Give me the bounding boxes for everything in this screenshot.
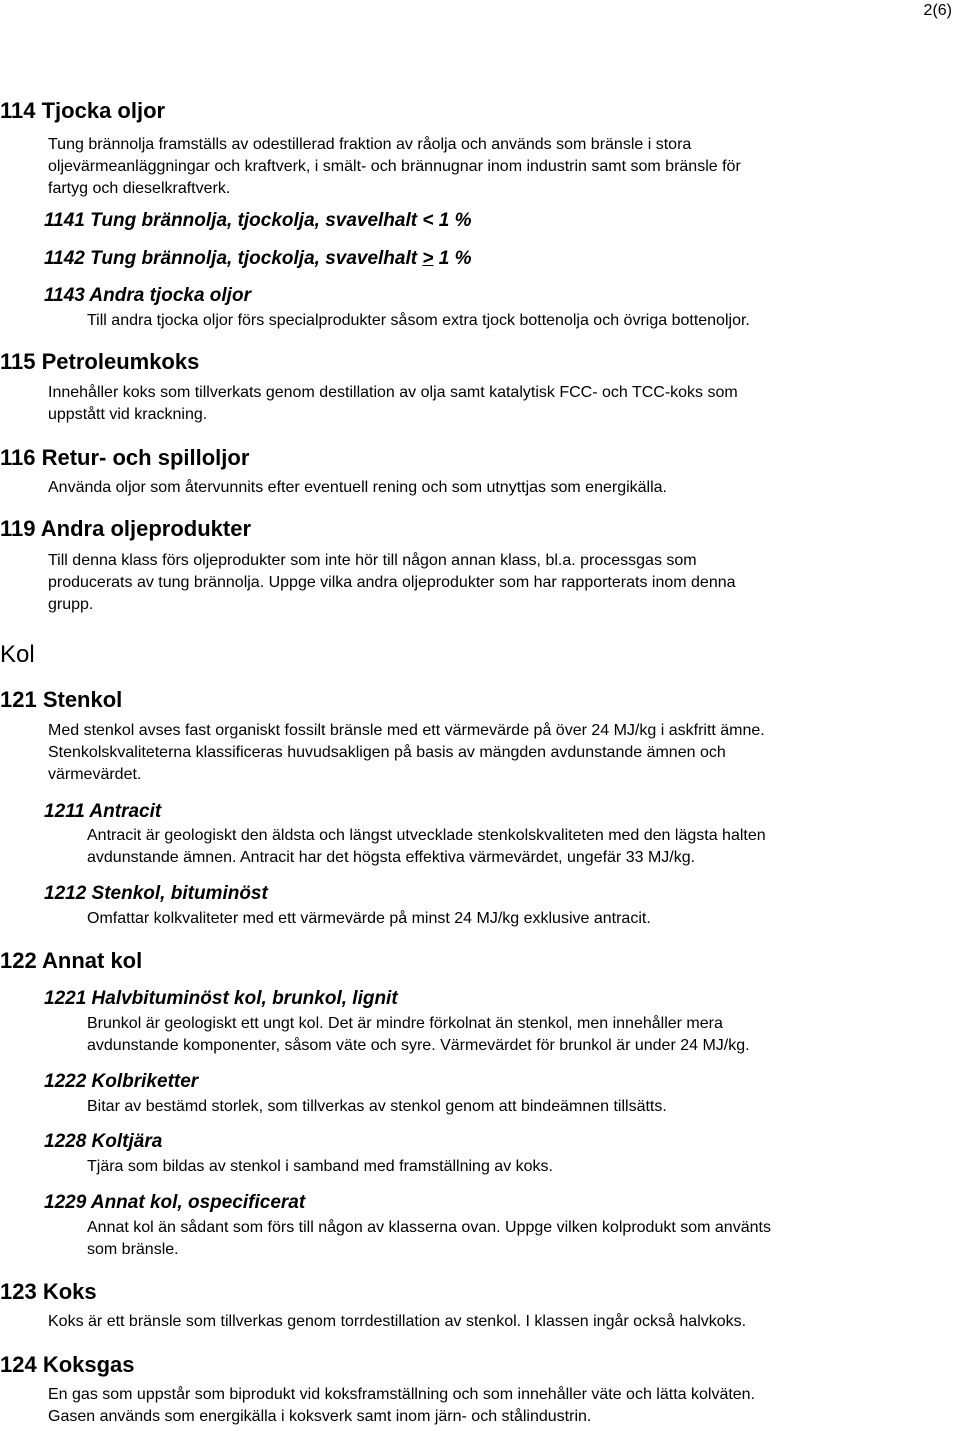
heading-1221: 1221 Halvbituminöst kol, brunkol, lignit [44, 988, 398, 1009]
heading-1142-suffix: 1 % [433, 248, 472, 269]
text-line: Använda oljor som återvunnits efter eventuell rening och som utnyttjas som energikälla. [48, 479, 667, 496]
text-line: värmevärdet. [48, 766, 142, 783]
heading-1222: 1222 Kolbriketter [44, 1071, 199, 1092]
text-line: En gas som uppstår som biprodukt vid koksframställning och som innehåller väte och lätta kolväten. [48, 1386, 756, 1403]
text-line: Stenkolskvaliteterna klassificeras huvudsakligen på basis av mängden avdunstande ämnen och [48, 744, 726, 761]
heading-1211: 1211 Antracit [44, 801, 162, 822]
text-line: Till denna klass förs oljeprodukter som inte hör till någon annan klass, bl.a. processgas som [48, 552, 697, 569]
heading-1141: 1141 Tung brännolja, tjockolja, svavelhalt < 1 % [44, 210, 472, 231]
text-1211 [87, 825, 766, 869]
text-line: avdunstande komponenter, såsom väte och syre. Värmevärdet för brunkol är under 24 MJ/kg. [87, 1037, 750, 1054]
text-line: Tjära som bildas av stenkol i samband med framställning av koks. [87, 1158, 553, 1175]
text-line: Antracit är geologiskt den äldsta och längst utvecklade stenkolskvaliteten med den lägsta halten [87, 827, 766, 844]
text-116 [48, 477, 667, 499]
text-line: som bränsle. [87, 1241, 179, 1258]
text-line: fartyg och dieselkraftverk. [48, 180, 231, 197]
text-line: Omfattar kolkvaliteter med ett värmevärde på minst 24 MJ/kg exklusive antracit. [87, 910, 651, 927]
heading-kol: Kol [0, 641, 35, 668]
text-123 [48, 1311, 746, 1333]
heading-114: 114 Tjocka oljor [0, 98, 166, 123]
heading-116: 116 Retur- och spilloljor [0, 445, 250, 470]
heading-1229: 1229 Annat kol, ospecificerat [44, 1192, 306, 1213]
heading-119: 119 Andra oljeprodukter [0, 516, 252, 541]
text-119 [48, 550, 736, 616]
heading-121: 121 Stenkol [0, 687, 123, 712]
text-line: Med stenkol avses fast organiskt fossilt bränsle med ett värmevärde på över 24 MJ/kg i askfritt ämne. [48, 722, 765, 739]
text-line: Bitar av bestämd storlek, som tillverkas av stenkol genom att bindeämnen tillsätts. [87, 1098, 667, 1115]
text-124 [48, 1384, 755, 1428]
heading-1142 [44, 248, 472, 270]
text-line: Tung brännolja framställs av odestillerad fraktion av råolja och används som bränsle i stora [48, 136, 692, 153]
text-1212 [87, 908, 651, 930]
heading-124: 124 Koksgas [0, 1352, 135, 1377]
heading-115: 115 Petroleumkoks [0, 349, 200, 374]
text-line: Innehåller koks som tillverkats genom destillation av olja samt katalytisk FCC- och TCC-koks som [48, 384, 738, 401]
text-line: Brunkol är geologiskt ett ungt kol. Det är mindre förkolnat än stenkol, men innehåller mera [87, 1015, 723, 1032]
heading-1143: 1143 Andra tjocka oljor [44, 285, 251, 306]
greater-than-symbol: > [422, 248, 434, 269]
text-114 [48, 134, 741, 200]
text-line: oljevärmeanläggningar och kraftverk, i smält- och brännugnar inom industrin samt som bränsle för [48, 158, 741, 175]
text-line: Annat kol än sådant som förs till någon av klasserna ovan. Uppge vilken kolprodukt som använts [87, 1219, 771, 1236]
text-121 [48, 720, 765, 786]
text-line: avdunstande ämnen. Antracit har det högsta effektiva värmevärdet, ungefär 33 MJ/kg. [87, 849, 696, 866]
text-line: producerats av tung brännolja. Uppge vilka andra oljeprodukter som har rapporterats inom denna [48, 574, 736, 591]
text-line: grupp. [48, 596, 94, 613]
text-115 [48, 382, 738, 426]
heading-1212: 1212 Stenkol, bituminöst [44, 883, 268, 904]
heading-122: 122 Annat kol [0, 948, 143, 973]
page-number: 2(6) [923, 2, 952, 19]
text-1143: Till andra tjocka oljor förs specialprodukter såsom extra tjock bottenolja och övriga bottenoljor. [87, 312, 750, 329]
text-line: uppstått vid krackning. [48, 406, 208, 423]
text-line: Gasen används som energikälla i koksverk samt inom järn- och stålindustrin. [48, 1408, 592, 1425]
text-1221 [87, 1013, 750, 1057]
text-1228 [87, 1156, 553, 1178]
text-1229 [87, 1217, 771, 1261]
text-line: Koks är ett bränsle som tillverkas genom torrdestillation av stenkol. I klassen ingår också halvkoks. [48, 1313, 747, 1330]
heading-1228: 1228 Koltjära [44, 1131, 163, 1152]
text-1222 [87, 1096, 667, 1118]
heading-123: 123 Koks [0, 1279, 97, 1304]
heading-1142-prefix: 1142 Tung brännolja, tjockolja, svavelhalt [44, 248, 423, 269]
